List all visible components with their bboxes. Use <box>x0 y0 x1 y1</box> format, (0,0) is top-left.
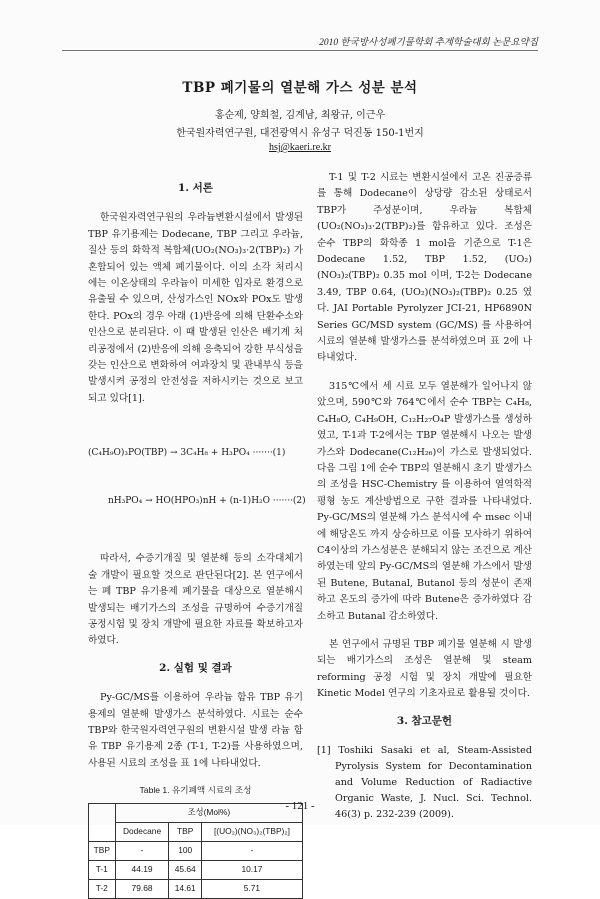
table-col-header: TBP <box>169 822 201 841</box>
contact-email[interactable]: hsj@kaeri.re.kr <box>269 142 331 153</box>
table-row-label: T-2 <box>89 879 116 898</box>
header-rule <box>62 50 538 51</box>
intro-paragraph-2: 따라서, 수증기개질 및 열분해 등의 소각대체기술 개발이 필요할 것으로 판단된다[2]. 본 연구에서는 폐 TBP 유기용제 폐기물을 대상으로 열분해시 발생되는 배기가스의 조성을 규명하여 수증기개질 공정시험 및 장치 개발에 필요한 자료를 확보하고자 하였다. <box>88 553 303 647</box>
table-col-header: Dodecane <box>115 822 169 841</box>
section-heading-references: 3. 참고문헌 <box>396 714 453 727</box>
page-number: - 121 - <box>285 800 315 812</box>
table-group-header: 조성(Mol%) <box>115 803 302 822</box>
table-cell: 14.61 <box>169 879 201 898</box>
composition-table <box>88 803 303 899</box>
paper-title: TBP 폐기물의 열분해 가스 성분 분석 <box>182 80 418 96</box>
table-caption: Table 1. 유기폐액 시료의 조성 <box>139 785 252 796</box>
author-list: 홍순제, 양희철, 김계남, 최왕규, 이근우 <box>214 110 386 121</box>
left-column <box>88 170 306 899</box>
table-row-label: TBP <box>89 841 116 860</box>
right-column <box>317 170 532 823</box>
table-cell: 5.71 <box>201 879 302 898</box>
table-cell: 45.64 <box>169 860 201 879</box>
equation-2: nH₃PO₄ → HO(HPO₃)nH + (n-1)H₂O ·······(2) <box>108 496 306 507</box>
section-heading-intro: 1. 서론 <box>178 182 213 194</box>
table-cell: - <box>201 841 302 860</box>
table-row <box>89 860 303 879</box>
table-cell: 79.68 <box>115 879 169 898</box>
results-paragraph-2: 315℃에서 세 시료 모두 열분해가 일어나지 않았으며, 590℃와 764℃에서 순수 TBP는 C₄H₈, C₄H₈O, C₄H₉OH, C₁₂H₂₇O₄P 발생가스를 생성하였고, T-1과 T-2에서는 TBP 열분해시 나오는 발생가스와 Dodecane(C₁₂H₂₆)이 가스로 발생되었다. 다음 그림 1에 순수 TBP의 열분해시 초기 발생가스의 조성을 HSC-Chemistry 를 이용하여 열역학적 평형 농도 계산방법으로 구한 결과를 나타내었다. Py-GC/MS의 열분해 가스 분석시에 수 msec 이내에 해당온도 까지 상승하므로 이를 모사하기 위하여 C4이상의 가스성분은 분해되지 않는 조건으로 계산하였는데 앞의 Py-GC/MS의 열분해 가스에서 발생된 Butene, Butanal, Butanol 등의 성분이 존재하고 온도의 증가에 따라 Butene은 증가하였다 감소하고 Butanal 감소하였다. <box>317 380 532 622</box>
experiment-paragraph-1: Py-GC/MS를 이용하여 우라늄 함유 TBP 유기용제의 열분해 발생가스 분석하였다. 시료는 순수 TBP와 한국원자력연구원의 변환시설 발생 라늄 함유 TBP 유기용제 2종 (T-1, T-2)를 사용하였으며, 사용된 시료의 조성을 표 1에 나타내었다. <box>88 692 303 769</box>
equations <box>88 413 306 541</box>
table-cell: 100 <box>169 841 201 860</box>
section-heading-experiment: 2. 실험 및 결과 <box>159 661 232 674</box>
table-cell: 44.19 <box>115 860 169 879</box>
table-cell: 10.17 <box>201 860 302 879</box>
table-row <box>89 841 303 860</box>
table-row <box>89 879 303 898</box>
affiliation: 한국원자력연구원, 대전광역시 유성구 덕진동 150-1번지 <box>176 128 424 139</box>
table-col-header: [(UO₂)(NO₃)₂(TBP)₂] <box>201 822 302 841</box>
running-head: 2010 한국방사성폐기물학회 추계학술대회 논문요약집 <box>319 38 538 48</box>
conclusion-paragraph: 본 연구에서 규명된 TBP 폐기물 열분해 시 발생되는 배기가스의 조성은 열분해 및 steam reforming 공정 시험 및 장치 개발에 필요한 Kinetic Model 연구의 기초자료로 활용될 것이다. <box>317 638 532 700</box>
equation-1: (C₄H₉O)₃PO(TBP) → 3C₄H₈ + H₃PO₄ ·······(1) <box>88 448 286 459</box>
intro-paragraph-1: 한국원자력연구원의 우라늄변환시설에서 발생된 TBP 유기용제는 Dodecane, TBP 그리고 우라늄, 질산 등의 화학적 복합체(UO₂(NO₃)₃·2(TBP)₂) 가 혼합되어 있는 액체 폐기물이다. 이의 소각 처리시에는 이온상태의 우라늄이 미세한 입자로 환경으로 유출될 수 있으며, 산성가스인 NOx와 POx도 발생한다. POx의 경우 아래 (1)반응에 의해 단환수소와 인산으로 분리된다. 이 때 발생된 인산은 배기계 처리공정에서 (2)반응에 의해 응축되어 강한 부식성을 갖는 인산으로 변화하여 여과장치 및 관내부식 등을 발생시켜 공정의 안전성을 저하시키는 것으로 보고되고 있다[1]. <box>88 212 303 404</box>
reference-item: [1] Toshiki Sasaki et al, Steam-Assisted Pyrolysis System for Decontamination and Volume Reduction of Radiactive Organic Waste, J. Nucl. Sci. Technol. 46(3) p. 232-239 (2009). <box>317 745 532 820</box>
table-column-row <box>89 822 303 841</box>
table-cell: - <box>115 841 169 860</box>
results-paragraph-1: T-1 및 T-2 시료는 변환시설에서 고온 진공증류를 통해 Dodecane이 상당량 감소된 상태로서 TBP가 주성분이며, 우라늄 복합체(UO₂(NO₃)₃·2(TBP)₂)를 함유하고 있다. 조성은 순수 TBP의 화학종 1 mol을 기준으로 T-1은 Dodecane 1.52, TBP 1.52, (UO₂)(NO₃)₂(TBP)₂ 0.35 mol 이며, T-2는 Dodecane 3.49, TBP 0.64, (UO₂)(NO₃)₂(TBP)₂ 0.25 였다. JAI Portable Pyrolyzer JCI-21, HP6890N Series GC/MSD system (GC/MS) 를 사용하여 시료의 열분해 발생가스를 분석하였으며 표 2에 나타내었다. <box>317 172 532 364</box>
table-row-label: T-1 <box>89 860 116 879</box>
